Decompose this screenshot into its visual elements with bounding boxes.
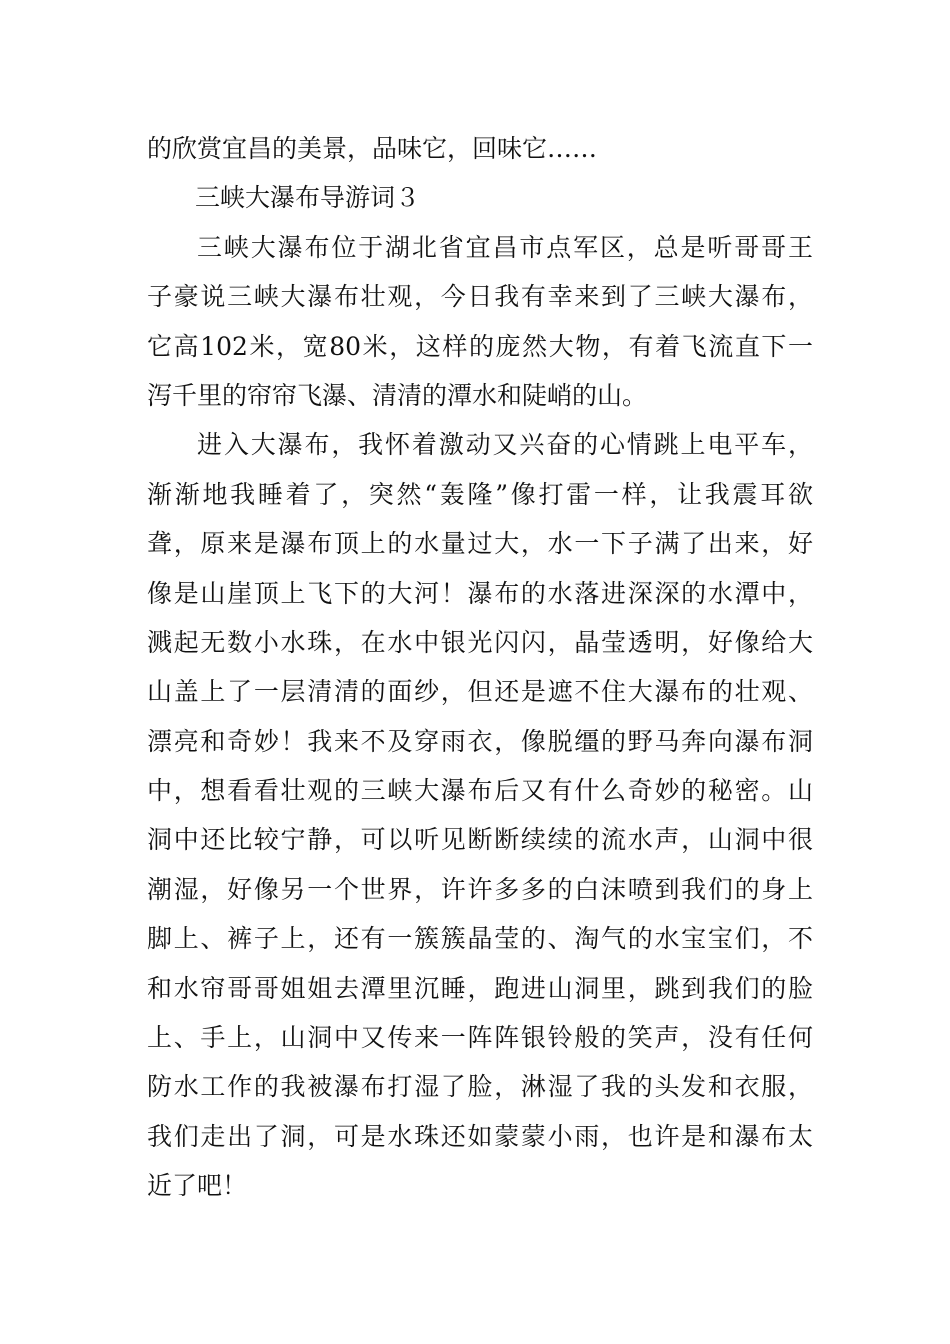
text-line: 近了吧！ xyxy=(147,1171,248,1201)
text-line: 我们走出了洞，可是水珠还如蒙蒙小雨，也许是和瀑布太 xyxy=(147,1121,813,1151)
text-line: 中，想看看壮观的三峡大瀑布后又有什么奇妙的秘密。山 xyxy=(147,776,813,806)
paragraph-first-line: 进入大瀑布，我怀着激动又兴奋的心情跳上电平车， xyxy=(197,430,813,460)
paragraph-first-line: 三峡大瀑布位于湖北省宜昌市点军区，总是听哥哥王 xyxy=(197,232,813,262)
text-line: 脚上、裤子上，还有一簇簇晶莹的、淘气的水宝宝们，不 xyxy=(147,924,813,954)
text-line: 子豪说三峡大瀑布壮观，今日我有幸来到了三峡大瀑布， xyxy=(147,282,813,312)
text-line: 泻千里的帘帘飞瀑、清清的潭水和陡峭的山。 xyxy=(147,380,648,410)
text-line: 的欣赏宜昌的美景，品味它，回味它…… xyxy=(147,134,598,163)
text-line: 它高102米，宽80米，这样的庞然大物，有着飞流直下一 xyxy=(147,331,813,361)
text-line: 和水帘哥哥姐姐去潭里沉睡，跑进山洞里，跳到我们的脸 xyxy=(147,973,813,1003)
text-line: 聋，原来是瀑布顶上的水量过大，水一下子满了出来，好 xyxy=(147,529,813,559)
text-line: 山盖上了一层清清的面纱，但还是遮不住大瀑布的壮观、 xyxy=(147,677,813,707)
text-line: 溅起无数小水珠，在水中银光闪闪，晶莹透明，好像给大 xyxy=(147,627,813,657)
text-line: 像是山崖顶上飞下的大河！瀑布的水落进深深的水潭中， xyxy=(147,578,813,608)
text-line: 洞中还比较宁静，可以听见断断续续的流水声，山洞中很 xyxy=(147,825,813,855)
text-line: 潮湿，好像另一个世界，许许多多的白沫喷到我们的身上 xyxy=(147,874,813,904)
text-line: 漂亮和奇妙！我来不及穿雨衣，像脱缰的野马奔向瀑布洞 xyxy=(147,726,813,756)
text-line: 渐渐地我睡着了，突然“轰隆”像打雷一样，让我震耳欲 xyxy=(147,479,813,509)
text-line: 上、手上，山洞中又传来一阵阵银铃般的笑声，没有任何 xyxy=(147,1023,813,1053)
document-body xyxy=(147,124,813,1211)
section-heading: 三峡大瀑布导游词３ xyxy=(195,183,421,213)
text-line: 防水工作的我被瀑布打湿了脸，淋湿了我的头发和衣服， xyxy=(147,1072,813,1102)
